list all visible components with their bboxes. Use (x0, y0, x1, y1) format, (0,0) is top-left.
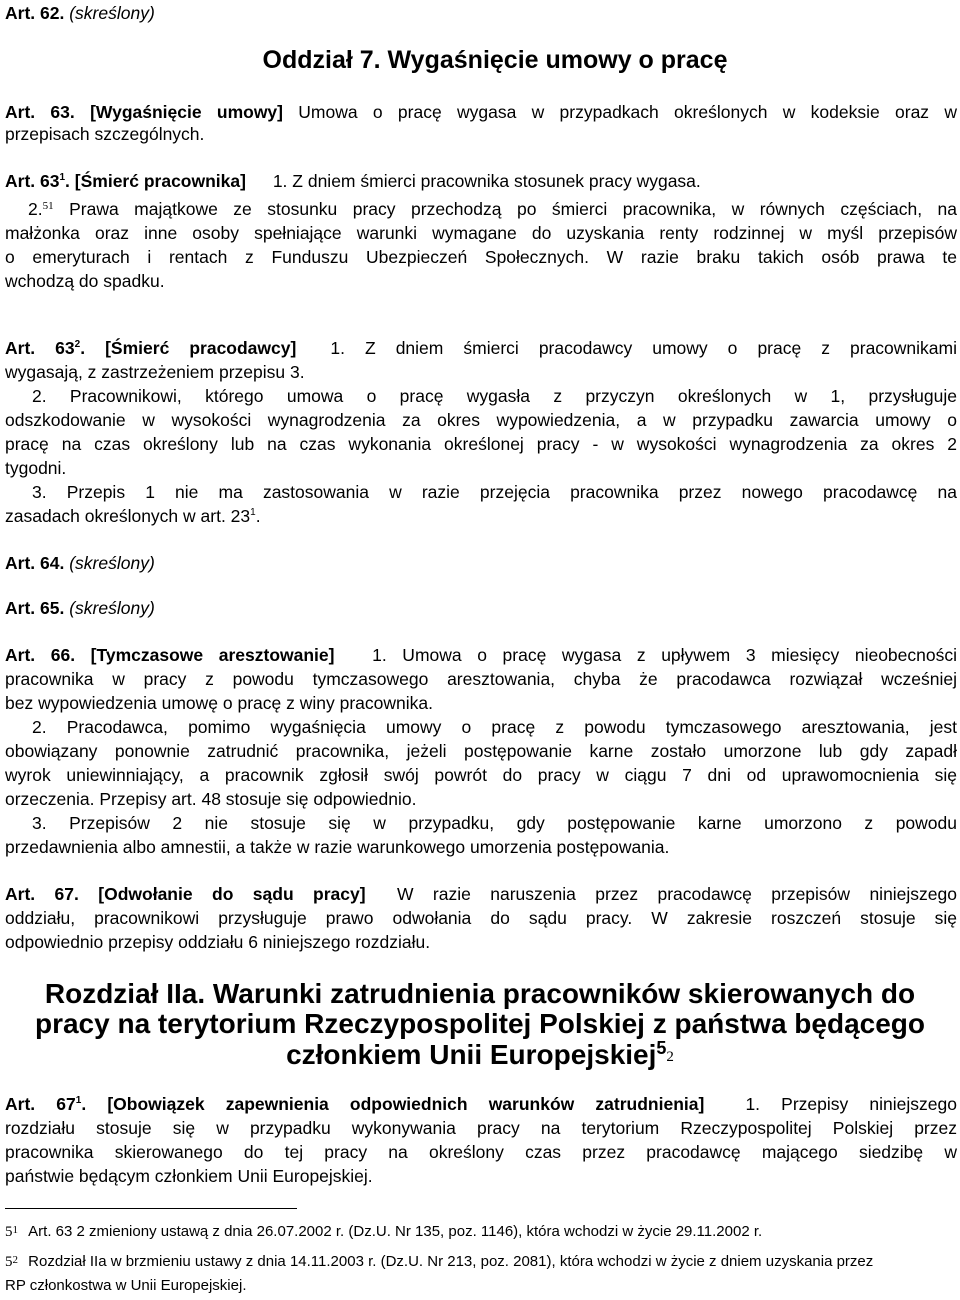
article-text: Prawa majątkowe ze stosunku pracy przechodzą po śmierci pracownika, w równych częściach, na (69, 199, 958, 219)
chapter-heading-line-1: Rozdział IIa. Warunki zatrudnienia pracowników skierowanych do (44, 978, 916, 1009)
art-67-1-line-1 (5, 1093, 957, 1115)
art-63-2-par-2-line-1: 2. Pracownikowi, którego umowa o pracę wygasła z przyczyn określonych w 1, przysługuje (32, 386, 957, 406)
article-number: Art. 63. (5, 102, 75, 122)
art-66-line-3: bez wypowiedzenia umowę o pracę z winy pracownika. (5, 693, 433, 713)
article-title: Art. 66. [Tymczasowe aresztowanie] (5, 645, 335, 665)
article-number: Art. 62. (5, 3, 65, 23)
article-text: 1. Z dniem śmierci pracodawcy umowy o pracę z pracownikami (330, 338, 958, 358)
art-67-line-1 (5, 883, 957, 905)
article-text: 1. Z dniem śmierci pracownika stosunek pracy wygasa. (272, 171, 701, 191)
art-63-2-par-2-line-2: odszkodowanie w wysokości wynagrodzenia za okres wypowiedzenia, a w przypadku zawarcia umowy o (5, 410, 957, 430)
art-66-line-2: pracownika w pracy z powodu tymczasowego aresztowania, chyba że pracodawca rozwiązał wcześniej (5, 669, 957, 689)
footnote-separator (5, 1208, 297, 1209)
footnote-2: 5$^2$ Rozdział IIa w brzmieniu ustawy z dnia 14.11.2003 r. (Dz.U. Nr 213, poz. 2081), która wchodzi w życie z dniem uzyskania przez (5, 1253, 874, 1270)
art-63-2-par-3-line-2: zasadach określonych w art. $23^1$. (5, 506, 261, 526)
art-63-1-line-1 (5, 170, 957, 192)
art-65 (5, 597, 957, 619)
article-title: [Obowiązek zapewnienia odpowiednich warunków zatrudnienia] (107, 1094, 705, 1114)
art-67-1-line-2: rozdziału stosuje się w przypadku wykonywania pracy na terytorium Rzeczypospolitej Polskiej przez (5, 1118, 957, 1138)
article-number: Art. $67^1$. (5, 1094, 87, 1114)
art-66-par-2-line-1: 2. Pracodawca, pomimo wygaśnięcia umowy o pracę z powodu tymczasowego aresztowania, jest (32, 717, 957, 737)
art-67-1-line-4: państwie będącym członkiem Unii Europejskiej. (5, 1166, 373, 1186)
article-title: [Śmierć pracodawcy] (105, 338, 297, 358)
art-67-line-2: oddziału, pracownikowi przysługuje prawo odwołania do sądu pracy. W zakresie roszczeń stosuje się (5, 908, 957, 928)
art-63-1-par-2-line-2: małżonka oraz inne osoby spełniające warunki wymagane do uzyskania renty rodzinnej w myśl przepisów (5, 223, 957, 243)
art-66-par-3-line-1: 3. Przepisów 2 nie stosuje się w przypadku, gdy postępowanie karne umorzono z powodu (32, 813, 957, 833)
art-63-2-par-2-line-3: pracę na czas określony lub na czas wykonania określonej pracy - w wysokości wynagrodzenia za okres 2 (5, 434, 957, 454)
art-64 (5, 552, 957, 574)
footnote-1: 5$^1$ Art. 63 2 zmieniony ustawą z dnia 26.07.2002 r. (Dz.U. Nr 135, poz. 1146), która wchodzi w życie 29.11.2002 r. (5, 1223, 763, 1240)
art-66-par-3-line-2: przedawnienia albo amnestii, a także w razie warunkowego umorzenia postępowania. (5, 837, 670, 857)
art-63-2-line-2: wygasają, z zastrzeżeniem przepisu 3. (5, 362, 305, 382)
article-text: 1. Przepisy niniejszego (745, 1094, 957, 1114)
chapter-heading-line-3: członkiem Unii Europejskiej$^5$2 (286, 1038, 674, 1070)
chapter-heading-line-2: pracy na terytorium Rzeczypospolitej Polskiej z państwa będącego (34, 1008, 926, 1039)
article-text: W razie naruszenia przez pracodawcę przepisów niniejszego (397, 884, 958, 904)
article-title: [Śmierć pracownika] (74, 171, 246, 191)
art-66-par-2-line-2: obowiązany ponownie zatrudnić pracownika, jeżeli postępowanie karne zostało umorzone lub gdy zapadł (5, 741, 957, 761)
art-66-par-2-line-3: wyrok uniewinniający, a pracownik zgłosił swój powrót do pracy w ciągu 7 dni od uprawomocnienia się (5, 765, 957, 785)
art-63-line-1 (5, 101, 957, 123)
art-66-line-1 (5, 644, 957, 666)
art-63-1-par-2-line-1: 2.51 Prawa majątkowe ze stosunku pracy przechodzą po śmierci pracownika, w równych częściach, na (28, 199, 958, 219)
art-63-2-par-3-line-1: 3. Przepis 1 nie ma zastosowania w razie przejęcia pracownika przez nowego pracodawcę na (32, 482, 957, 502)
article-text: 1. Umowa o pracę wygasa z upływem 3 miesięcy nieobecności (372, 645, 958, 665)
article-status: (skreślony) (69, 3, 155, 23)
article-status: (skreślony) (69, 598, 155, 618)
art-63-line-2: przepisach szczególnych. (5, 124, 205, 144)
art-66-par-2-line-4: orzeczenia. Przepisy art. 48 stosuje się odpowiednio. (5, 789, 417, 809)
article-status: (skreślony) (69, 553, 155, 573)
art-63-1-par-2-line-4: wchodzą do spadku. (5, 271, 165, 291)
article-number: Art. $63^2$. (5, 338, 86, 358)
footnote-ref: 51 (42, 200, 54, 212)
article-number: Art. 64. (5, 553, 65, 573)
art-67-1-line-3: pracownika skierowanego do tej pracy na określony czas przez pracodawcę mającego siedzibę w (5, 1142, 957, 1162)
footnote-2-continued: RP członkostwa w Unii Europejskiej. (5, 1277, 247, 1294)
footnote-ref: 5 (656, 1038, 667, 1058)
art-63-2-line-1 (5, 337, 957, 359)
art-63-2-par-2-line-4: tygodni. (5, 458, 67, 478)
article-number: Art. $63^1$. (5, 171, 70, 191)
art-67-line-3: odpowiednio przepisy oddziału 6 niniejszego rozdziału. (5, 932, 431, 952)
article-title: Art. 67. [Odwołanie do sądu pracy] (5, 884, 366, 904)
art-62 (5, 2, 957, 24)
art-63-1-par-2-line-3: o emeryturach i rentach z Funduszu Ubezpieczeń Społecznych. W razie braku takich osób prawa te (5, 247, 957, 267)
article-title: [Wygaśnięcie umowy] (90, 102, 283, 122)
article-number: Art. 65. (5, 598, 65, 618)
article-text: Umowa o pracę wygasa w przypadkach określonych w kodeksie oraz w (298, 102, 957, 122)
section-heading: Oddział 7. Wygaśnięcie umowy o pracę (262, 46, 728, 74)
